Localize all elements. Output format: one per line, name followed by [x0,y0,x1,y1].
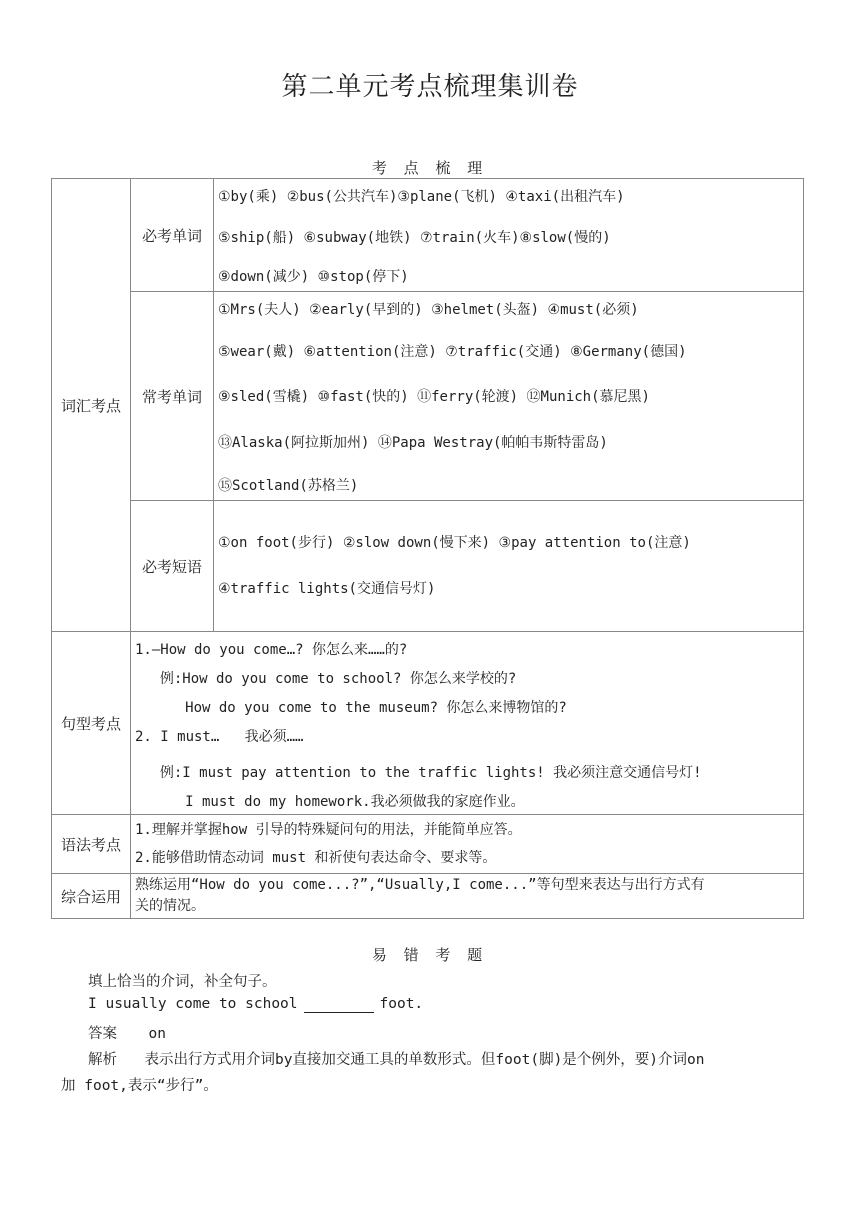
list-item: 关的情况。 [135,898,205,914]
section-title-review: 考 点 梳 理 [371,159,489,177]
answer-blank [304,996,374,1013]
table-row [52,292,804,501]
analysis-label: 解析 [88,1052,117,1068]
sentence-cell [131,632,804,815]
answer-row [88,1022,848,1043]
answer-value: on [148,1026,166,1042]
table-row [52,179,804,292]
table-row [52,874,804,919]
analysis-text: 表示出行方式用介词by直接加交通工具的单数形式。但foot(脚)是个例外，要)介词on [144,1052,705,1068]
grammar-category: 语法考点 [52,815,131,874]
usage-cell [131,874,804,919]
analysis-row [88,1048,818,1069]
page-title: 第二单元考点梳理集训卷 [281,72,579,102]
list-item: ⑮Scotland(苏格兰) [218,478,359,494]
list-item: ①on foot(步行) ②slow down(慢下来) ③pay attention to(注意) [218,535,691,551]
phrases-cell [214,501,804,632]
list-item: ①by(乘) ②bus(公共汽车)③plane(飞机) ④taxi(出租汽车) [218,189,625,205]
grammar-cell [131,815,804,874]
section-title-errors: 易 错 考 题 [371,946,489,964]
sentence-before: I usually come to school [88,996,298,1012]
list-item: 例:I must pay attention to the traffic lights! 我必须注意交通信号灯! [143,765,702,781]
list-item: ④traffic lights(交通信号灯) [218,581,436,597]
list-item: ⑤ship(船) ⑥subway(地铁) ⑦train(火车)⑧slow(慢的) [218,230,611,246]
vocab-category: 词汇考点 [52,179,131,632]
list-item: 2. I must… 我必须…… [135,729,304,745]
list-item: ⑤wear(戴) ⑥attention(注意) ⑦traffic(交通) ⑧Germany(德国) [218,344,687,360]
list-item: ①Mrs(夫人) ②early(早到的) ③helmet(头盔) ④must(必须) [218,302,639,318]
exercise-sentence [88,996,848,1013]
common-words-cell [214,292,804,501]
list-item: How do you come to the museum? 你怎么来博物馆的? [143,700,567,716]
list-item: ⑨sled(雪橇) ⑩fast(快的) ⑪ferry(轮渡) ⑫Munich(慕尼黑) [218,389,650,405]
list-item: ⑨down(减少) ⑩stop(停下) [218,269,409,285]
review-table [51,178,804,919]
table-row [52,632,804,815]
common-words-label: 常考单词 [131,292,214,501]
list-item: 1.—How do you come…? 你怎么来……的? [135,642,408,658]
must-words-cell [214,179,804,292]
list-item: 熟练运用“How do you come...?”,“Usually,I come...”等句型来表达与出行方式有 [135,877,705,893]
table-row [52,815,804,874]
list-item: 2.能够借助情态动词 must 和祈使句表达命令、要求等。 [135,850,497,866]
analysis-continuation: 加 foot,表示“步行”。 [61,1078,218,1094]
answer-label: 答案 [88,1026,117,1042]
list-item: I must do my homework.我必须做我的家庭作业。 [143,794,525,810]
list-item: ⑬Alaska(阿拉斯加州) ⑭Papa Westray(帕帕韦斯特雷岛) [218,435,608,451]
list-item: 例:How do you come to school? 你怎么来学校的? [143,671,517,687]
sentence-category: 句型考点 [52,632,131,815]
phrases-label: 必考短语 [131,501,214,632]
must-words-label: 必考单词 [131,179,214,292]
list-item: 1.理解并掌握how 引导的特殊疑问句的用法，并能简单应答。 [135,822,522,838]
sentence-after: foot. [379,996,424,1012]
exercise-instruction: 填上恰当的介词，补全句子。 [88,974,277,990]
usage-category: 综合运用 [52,874,131,919]
table-row [52,501,804,632]
